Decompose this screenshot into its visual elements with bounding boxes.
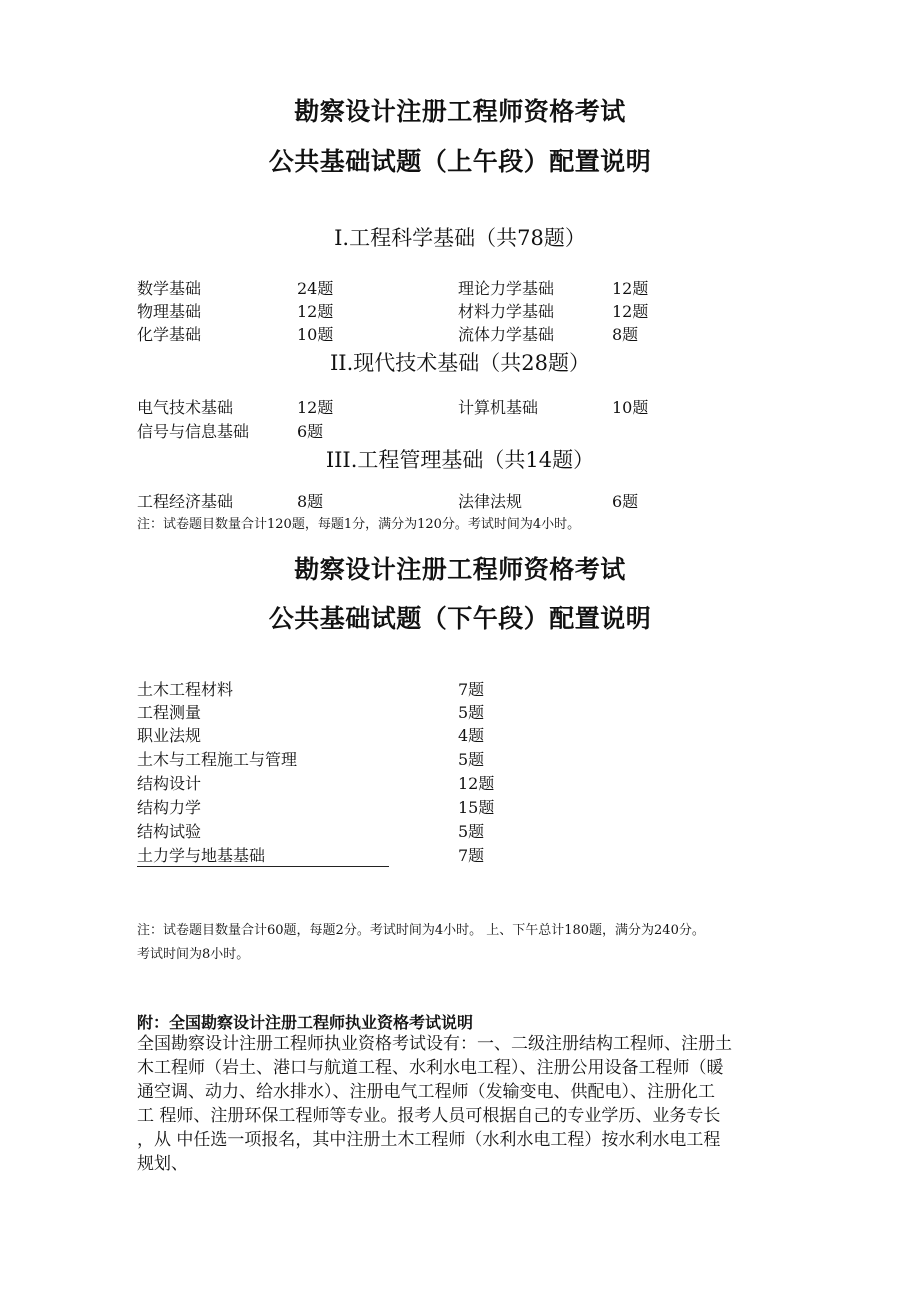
afternoon-count: 5题 [458, 822, 485, 841]
question-count: 10题 [297, 325, 334, 344]
afternoon-count: 7题 [458, 846, 485, 865]
afternoon-subject: 结构试验 [137, 822, 202, 841]
subject-label: 信号与信息基础 [137, 422, 250, 441]
question-count: 8题 [612, 325, 639, 344]
subject-label: 计算机基础 [458, 398, 539, 417]
afternoon-count: 5题 [458, 750, 485, 769]
question-count: 24题 [297, 279, 334, 298]
subject-label: 流体力学基础 [458, 325, 555, 344]
section-heading-modern-technology: II.现代技术基础（共28题） [330, 351, 590, 375]
afternoon-subject: 结构力学 [137, 798, 202, 817]
afternoon-subject: 工程测量 [137, 703, 202, 722]
paragraph-line: 规划、 [137, 1154, 188, 1174]
afternoon-note-line1: 注：试卷题目数量合计60题，每题2分。考试时间为4小时。 上、下午总计180题，满分为240分。 [137, 923, 705, 938]
section-heading-engineering-science: I.工程科学基础（共78题） [334, 226, 586, 250]
subject-label: 电气技术基础 [137, 398, 234, 417]
subject-label: 物理基础 [137, 302, 202, 321]
subject-label: 化学基础 [137, 325, 202, 344]
afternoon-subject: 结构设计 [137, 774, 202, 793]
section-heading-engineering-management: III.工程管理基础（共14题） [325, 448, 595, 472]
question-count: 12题 [297, 302, 334, 321]
question-count: 6题 [612, 492, 639, 511]
question-count: 8题 [297, 492, 324, 511]
subject-label: 材料力学基础 [458, 302, 555, 321]
afternoon-count: 12题 [458, 774, 495, 793]
morning-title-line2: 公共基础试题（上午段）配置说明 [268, 147, 652, 176]
afternoon-count: 15题 [458, 798, 495, 817]
afternoon-subject: 土木工程材料 [137, 680, 234, 699]
afternoon-title-line2: 公共基础试题（下午段）配置说明 [268, 604, 652, 633]
afternoon-note-line2: 考试时间为8小时。 [137, 947, 250, 962]
subject-label: 数学基础 [137, 279, 202, 298]
question-count: 10题 [612, 398, 649, 417]
subject-label: 理论力学基础 [458, 279, 555, 298]
afternoon-subject: 土力学与地基基础 [137, 843, 389, 867]
afternoon-subject: 土木与工程施工与管理 [137, 750, 298, 769]
afternoon-title-line1: 勘察设计注册工程师资格考试 [294, 555, 626, 584]
appendix-paragraph [137, 1032, 787, 1176]
morning-title-line1: 勘察设计注册工程师资格考试 [294, 97, 626, 126]
appendix-title: 附：全国勘察设计注册工程师执业资格考试说明 [137, 1013, 474, 1032]
afternoon-count: 4题 [458, 726, 485, 745]
question-count: 12题 [612, 279, 649, 298]
question-count: 12题 [612, 302, 649, 321]
paragraph-line: 全国勘察设计注册工程师执业资格考试设有：一、二级注册结构工程师、注册土 [137, 1034, 732, 1054]
subject-label: 法律法规 [458, 492, 523, 511]
question-count: 12题 [297, 398, 334, 417]
morning-note: 注：试卷题目数量合计120题，每题1分，满分为120分。考试时间为4小时。 [137, 517, 581, 532]
paragraph-line: ，从 中任选一项报名，其中注册土木工程师（水利水电工程）按水利水电工程 [137, 1130, 721, 1150]
afternoon-subject: 职业法规 [137, 726, 202, 745]
paragraph-line: 通空调、动力、给水排水）、注册电气工程师（发输变电、供配电）、注册化工 [137, 1082, 715, 1102]
subject-label: 工程经济基础 [137, 492, 234, 511]
paragraph-line: 木工程师（岩土、港口与航道工程、水利水电工程）、注册公用设备工程师（暖 [137, 1058, 724, 1078]
paragraph-line: 工 程师、注册环保工程师等专业。报考人员可根据自己的专业学历、业务专长 [137, 1106, 721, 1126]
afternoon-count: 5题 [458, 703, 485, 722]
afternoon-count: 7题 [458, 680, 485, 699]
question-count: 6题 [297, 422, 324, 441]
